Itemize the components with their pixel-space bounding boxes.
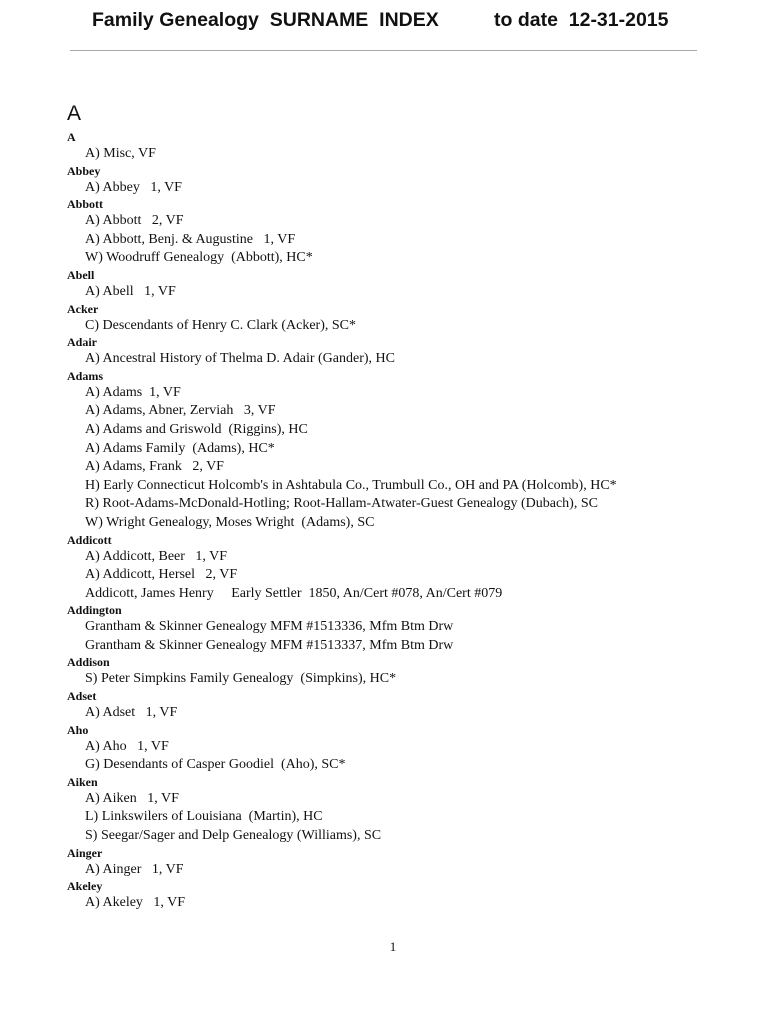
source-reference: R) Root-Adams-McDonald-Hotling; Root-Hallam-Atwater-Guest Genealogy (Dubach), SC	[85, 496, 598, 512]
source-reference: A) Abbott, Benj. & Augustine 1, VF	[85, 231, 296, 247]
surname-entry	[67, 879, 757, 913]
source-reference: Grantham & Skinner Genealogy MFM #1513337, Mfm Btm Drw	[85, 637, 454, 653]
surname-heading: Aiken	[67, 774, 98, 789]
surname-entry	[67, 533, 757, 604]
surname-entry	[67, 689, 757, 723]
source-reference: A) Aho 1, VF	[85, 738, 169, 754]
surname-entry	[67, 369, 757, 533]
surname-entry	[67, 655, 757, 689]
surname-heading: A	[67, 130, 76, 144]
document-date: to date 12-31-2015	[494, 9, 669, 31]
source-reference: C) Descendants of Henry C. Clark (Acker), SC*	[85, 317, 356, 333]
surname-entry	[67, 197, 757, 268]
surname-entry	[67, 164, 757, 198]
source-reference: Addicott, James Henry Early Settler 1850, An/Cert #078, An/Cert #079	[85, 585, 503, 601]
surname-heading: Adset	[67, 689, 97, 704]
surname-heading: Aho	[67, 722, 89, 737]
surname-heading: Adair	[67, 335, 97, 350]
source-reference: A) Akeley 1, VF	[85, 895, 186, 911]
source-reference: A) Aiken 1, VF	[85, 790, 179, 806]
surname-entry	[67, 335, 757, 369]
source-reference: A) Abbott 2, VF	[85, 213, 184, 229]
source-reference: A) Addicott, Beer 1, VF	[85, 548, 228, 564]
source-reference: Grantham & Skinner Genealogy MFM #1513336, Mfm Btm Drw	[85, 619, 454, 635]
surname-heading: Acker	[67, 301, 99, 316]
source-reference: A) Adams and Griswold (Riggins), HC	[85, 421, 308, 437]
source-reference: W) Wright Genealogy, Moses Wright (Adams), SC	[85, 514, 375, 530]
source-reference: S) Seegar/Sager and Delp Genealogy (Williams), SC	[85, 828, 382, 844]
surname-heading: Addington	[67, 603, 122, 618]
surname-heading: Abbott	[67, 197, 104, 212]
surname-entry	[67, 130, 757, 164]
surname-heading: Addison	[67, 655, 110, 670]
source-reference: W) Woodruff Genealogy (Abbott), HC*	[85, 250, 313, 266]
surname-entry	[67, 302, 757, 336]
source-reference: A) Adset 1, VF	[85, 705, 178, 721]
source-reference: A) Addicott, Hersel 2, VF	[85, 567, 238, 583]
source-reference: A) Ainger 1, VF	[85, 861, 184, 877]
source-reference: A) Misc, VF	[85, 146, 156, 161]
surname-heading: Ainger	[67, 845, 103, 860]
source-reference: H) Early Connecticut Holcomb's in Ashtabula Co., Trumbull Co., OH and PA (Holcomb), HC*	[85, 477, 617, 493]
surname-entry	[67, 268, 757, 302]
source-reference: A) Adams, Frank 2, VF	[85, 459, 224, 475]
surname-heading: Abell	[67, 267, 95, 282]
surname-heading: Akeley	[67, 879, 103, 894]
surname-entry	[67, 846, 757, 880]
section-letter-heading: A	[67, 102, 82, 125]
source-reference: A) Adams Family (Adams), HC*	[85, 440, 275, 456]
document-title: Family Genealogy SURNAME INDEX	[92, 9, 439, 31]
source-reference: G) Desendants of Casper Goodiel (Aho), SC*	[85, 757, 346, 773]
header-divider	[70, 50, 697, 51]
surname-index-list	[67, 130, 757, 913]
page-number: 1	[389, 939, 397, 954]
surname-heading: Addicott	[67, 532, 112, 547]
source-reference: S) Peter Simpkins Family Genealogy (Simpkins), HC*	[85, 671, 397, 687]
source-reference: L) Linkswilers of Louisiana (Martin), HC	[85, 809, 323, 825]
source-reference: A) Abbey 1, VF	[85, 179, 182, 195]
source-reference: A) Adams 1, VF	[85, 384, 181, 400]
surname-entry	[67, 775, 757, 846]
surname-entry	[67, 603, 757, 655]
source-reference: A) Abell 1, VF	[85, 283, 176, 299]
source-reference: A) Ancestral History of Thelma D. Adair (Gander), HC	[85, 351, 395, 367]
surname-heading: Adams	[67, 368, 104, 383]
surname-entry	[67, 723, 757, 775]
source-reference: A) Adams, Abner, Zerviah 3, VF	[85, 403, 276, 419]
surname-heading: Abbey	[67, 163, 101, 178]
